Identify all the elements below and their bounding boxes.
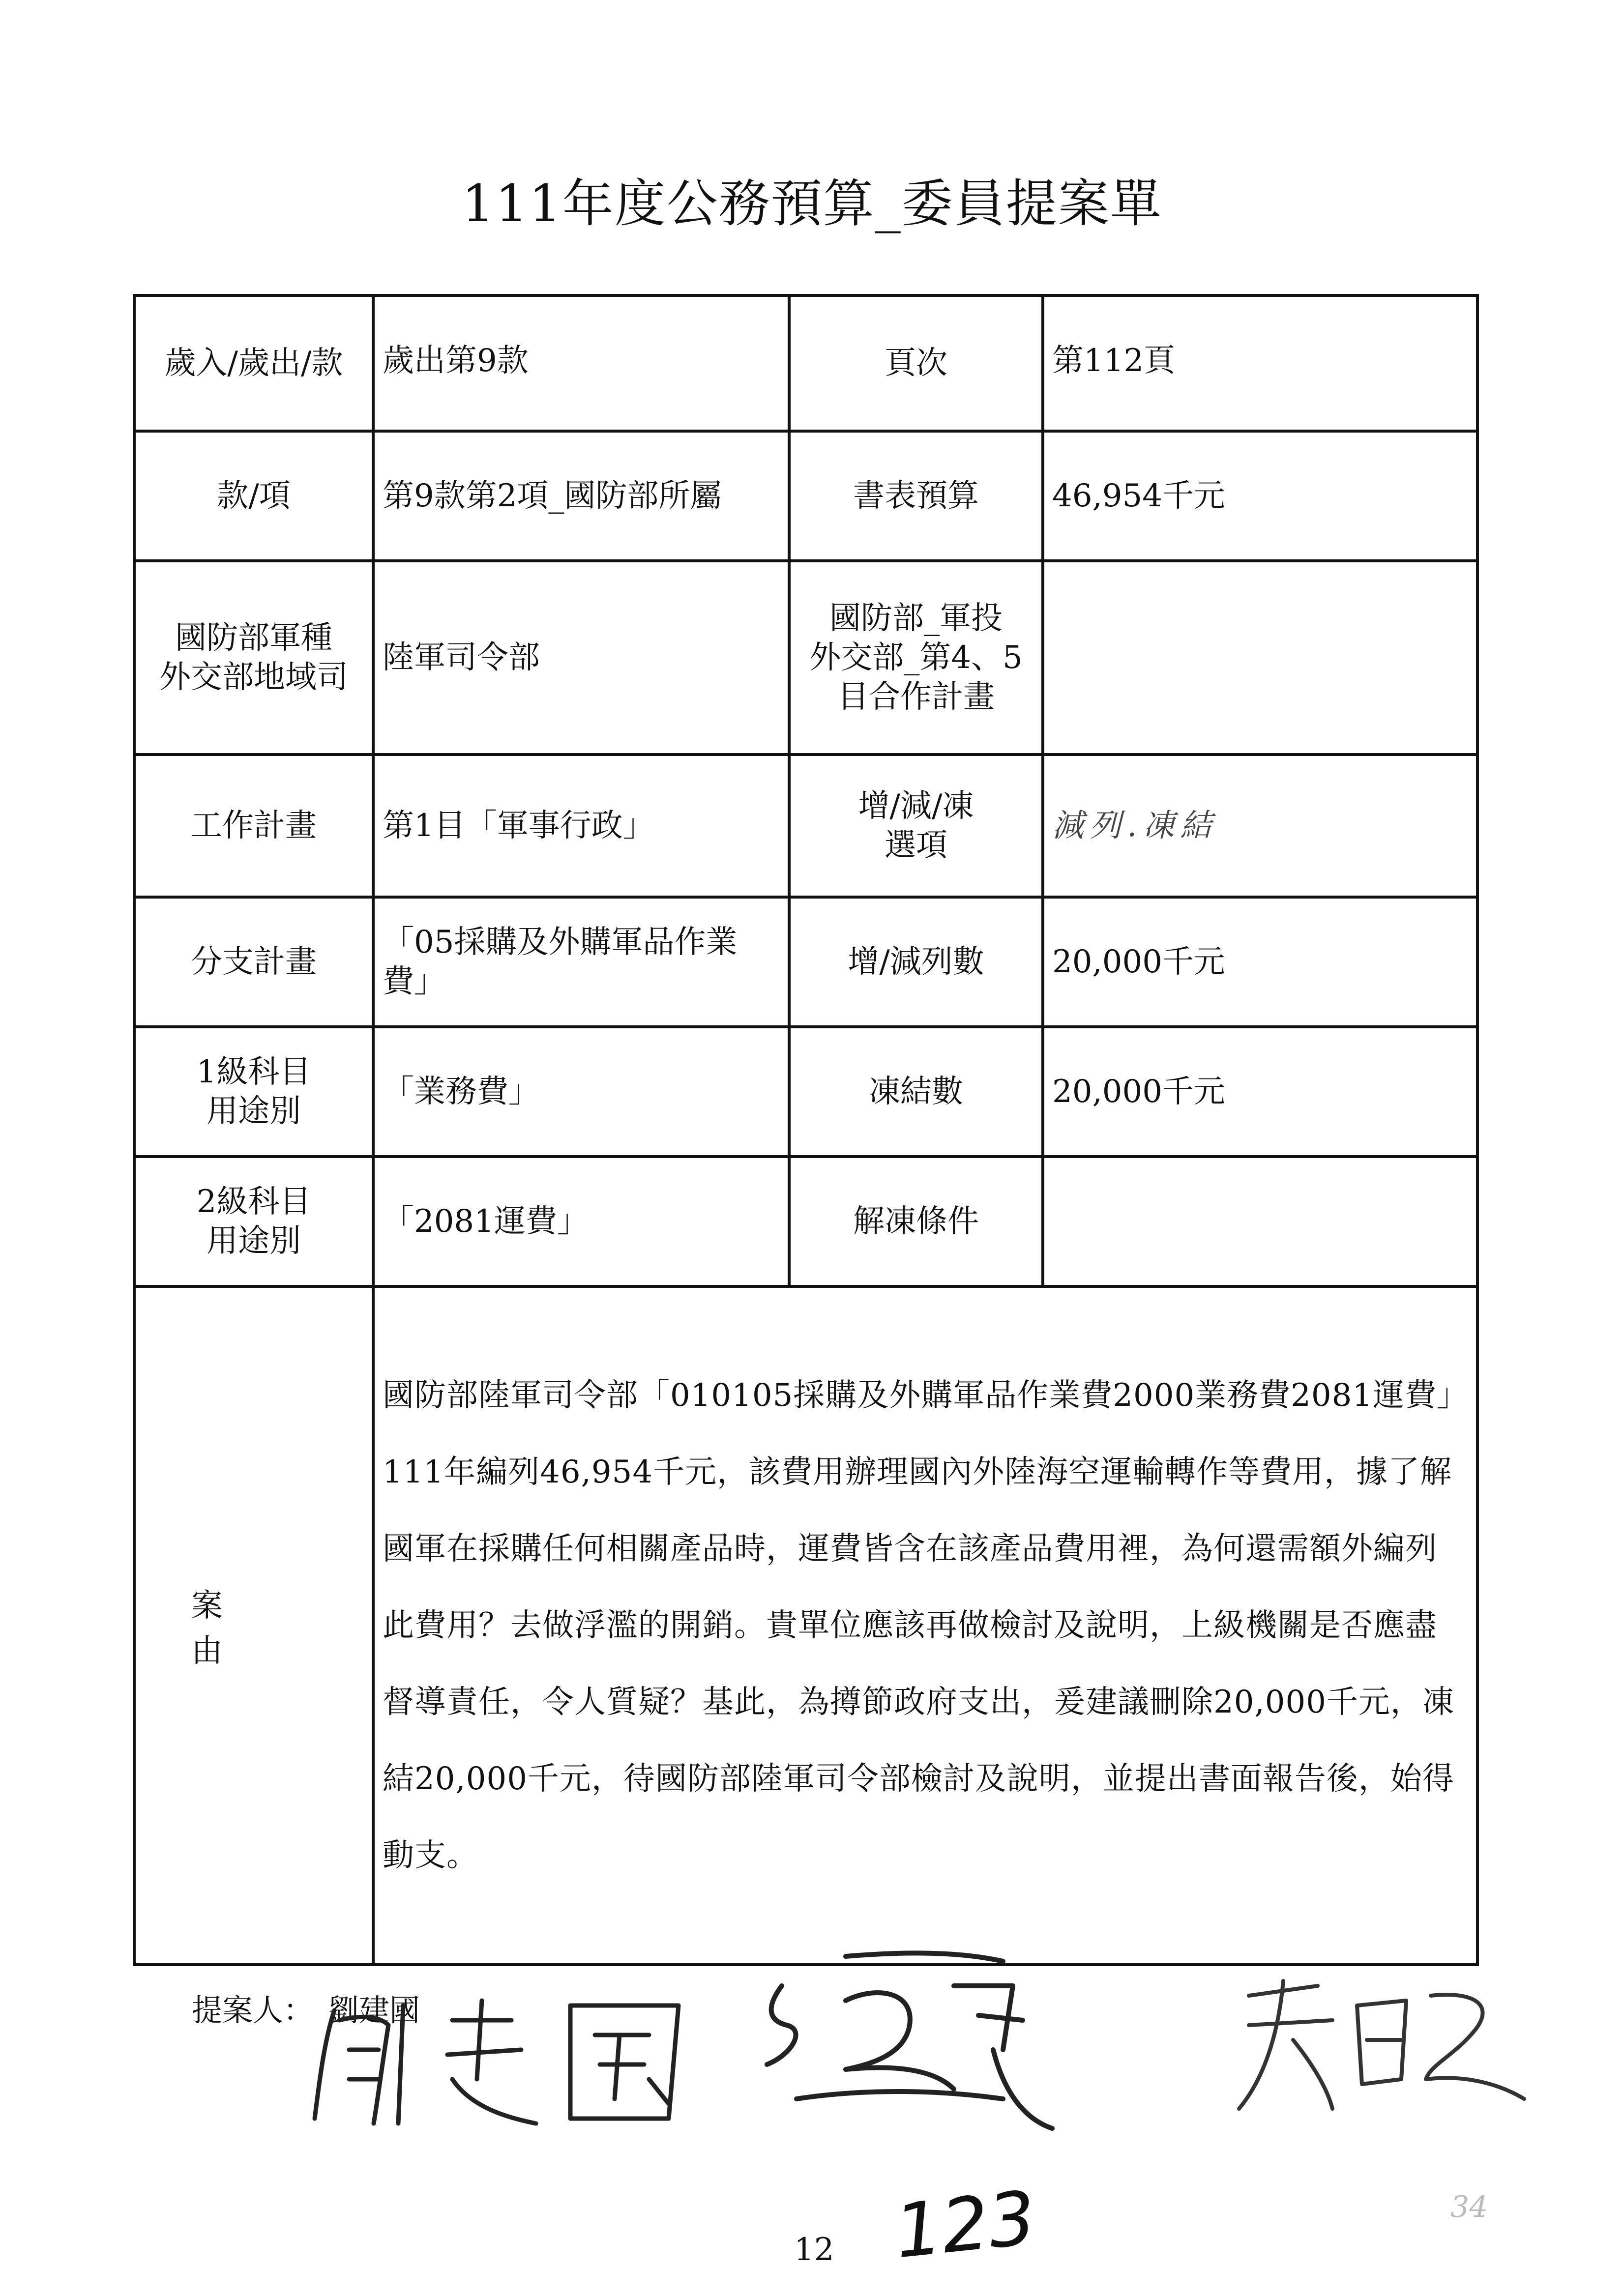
row-label-2: 書表預算	[789, 431, 1043, 561]
row-label: 國防部軍種 外交部地域司	[134, 561, 373, 755]
row-value: 陸軍司令部	[373, 561, 789, 755]
row-label: 2級科目 用途別	[134, 1157, 373, 1286]
page-number: 12	[794, 2232, 834, 2268]
row-value-2	[1043, 561, 1477, 755]
reason-text: 國防部陸軍司令部「010105採購及外購軍品作業費2000業務費2081運費」111年編列46,954千元，該費用辦理國內外陸海空運輸轉作等費用，據了解國軍在採購任何相關產品時，運費皆含在該產品費用裡，為何還需額外編列此費用？去做浮濫的開銷。貴單位應該再做檢討及說明，上級機關是否應盡督導責任，令人質疑？基此，為撙節政府支出，爰建議刪除20,000千元，凍結20,000千元，待國防部陸軍司令部檢討及說明，並提出書面報告後，始得動支。	[373, 1286, 1477, 1965]
row-value: 「2081運費」	[373, 1157, 789, 1286]
row-label-2: 增/減列數	[789, 897, 1043, 1027]
row-label-2: 頁次	[789, 295, 1043, 431]
reason-label: 案由	[134, 1286, 373, 1965]
table-row	[134, 1027, 1477, 1157]
row-label: 分支計畫	[134, 897, 373, 1027]
row-value-2: 20,000千元	[1043, 897, 1477, 1027]
form-title: 111年度公務預算_委員提案單	[462, 174, 1162, 233]
signature-1	[305, 1981, 708, 2138]
row-value: 「05採購及外購軍品作業 費」	[373, 897, 789, 1027]
table-row	[134, 755, 1477, 897]
table-row	[134, 431, 1477, 561]
row-value-2: 第112頁	[1043, 295, 1477, 431]
row-value: 「業務費」	[373, 1027, 789, 1157]
table-row	[134, 1157, 1477, 1286]
row-value-2: 20,000千元	[1043, 1027, 1477, 1157]
row-label-2: 解凍條件	[789, 1157, 1043, 1286]
row-value: 歲出第9款	[373, 295, 789, 431]
handwritten-option: 減列.凍結	[1043, 755, 1477, 897]
handwritten-page-number: 123	[890, 2175, 1040, 2275]
proposer-label: 提案人：	[192, 1992, 314, 2028]
table-row	[134, 295, 1477, 431]
row-label: 歲入/歲出/款	[134, 295, 373, 431]
table-row	[134, 561, 1477, 755]
table-row	[134, 897, 1477, 1027]
row-label: 1級科目 用途別	[134, 1027, 373, 1157]
row-value-2	[1043, 1157, 1477, 1286]
row-label-2: 國防部_軍投 外交部_第4、5 目合作計畫	[789, 561, 1043, 755]
row-value-2: 46,954千元	[1043, 431, 1477, 561]
row-label: 工作計畫	[134, 755, 373, 897]
row-label-2: 凍結數	[789, 1027, 1043, 1157]
signature-2	[747, 1942, 1072, 2148]
signature-3	[1219, 1966, 1534, 2123]
row-label: 款/項	[134, 431, 373, 561]
corner-number: 34	[1450, 2190, 1488, 2224]
proposer-name: 劉建國	[328, 1992, 420, 2028]
row-value: 第1目「軍事行政」	[373, 755, 789, 897]
row-value: 第9款第2項_國防部所屬	[373, 431, 789, 561]
proposal-table	[133, 294, 1479, 1966]
reason-row	[134, 1286, 1477, 1965]
row-label-2: 增/減/凍 選項	[789, 755, 1043, 897]
